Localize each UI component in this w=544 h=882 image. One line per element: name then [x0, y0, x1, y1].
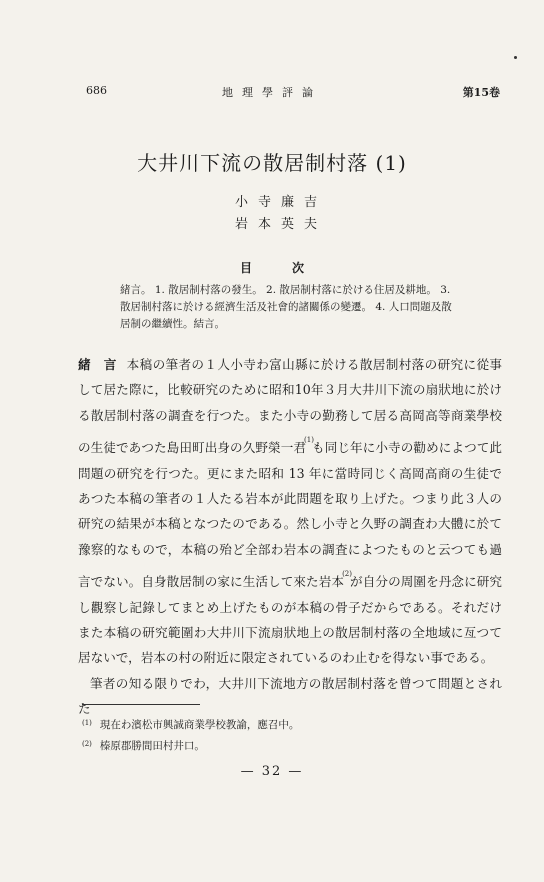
footnote-divider — [82, 704, 200, 705]
footnote-ref: (2) — [342, 570, 352, 579]
paragraph-text: が自分の周圍を丹念に研究し觀察し記錄してまとめ上げたものが本稿の骨子だからである。それだけまた本稿の研究範圍わ大井川下流扇狀地上の散居制村落の全地域に亙つて居ないで，岩本の村の附近に限定されているのわ止むを得ない事である。 — [78, 574, 503, 666]
author-list — [0, 192, 544, 236]
footnote — [82, 735, 502, 756]
section-heading: 緒 言 — [78, 357, 121, 372]
toc-heading: 目次 — [239, 261, 344, 275]
paragraph-text: 本稿の筆者の１人小寺わ富山縣に於ける散居制村落の研究に從事して居た際に，比較研究のために昭和10年３月大井川下流の扇狀地に於ける散居制村落の調査を行つた。また小寺の勤務して居る高岡高等商業學校の生徒であつた島田町出身の久野榮一君 — [78, 357, 502, 456]
article-title: 大井川下流の散居制村落 (1) — [137, 151, 407, 175]
article-body — [78, 352, 502, 722]
footnote-marker: (2) — [82, 740, 92, 748]
footnote-marker: (1) — [82, 719, 92, 727]
journal-name: 地理學評論 — [222, 86, 322, 99]
paragraph-text: も同じ年に小寺の勸めによつて此問題の研究を行つた。更にまた昭和 13 年に當時同じく高岡高商の生徒であつた本稿の筆者の１人たる岩本が此問題を取り上げた。つまり此３人の研究の結果が本稿となつたのである。然し小寺と久野の調査わ大體に於て豫察的なもので，本稿の殆ど全部わ岩本の調査によつたものと云つても過言でない。自身散居制の家に生活して來た岩本 — [78, 440, 503, 590]
footnote-text: 榛原郡勝間田村井口。 — [99, 740, 205, 752]
author-name: 岩本英夫 — [234, 217, 327, 232]
author-name: 小寺廉吉 — [234, 195, 327, 210]
paragraph: 筆者の知る限りでわ，大井川下流地方の散居制村落を曾つて問題とされた — [78, 675, 502, 717]
folio: — 32 — — [240, 764, 304, 779]
paragraph — [78, 352, 502, 671]
footnotes — [82, 714, 502, 756]
footnote — [82, 714, 502, 735]
volume-label: 第15卷 — [462, 86, 500, 99]
footnote-text: 現在わ濱松市興誠商業學校教諭，應召中。 — [99, 719, 300, 731]
footnote-ref: (1) — [304, 436, 314, 445]
running-header — [0, 84, 544, 104]
toc-body: 緒言。 1. 散居制村落の發生。 2. 散居制村落に於ける住居及耕地。 3. 散居制村落に於ける經濟生活及社會的諸關係の變遷。 4. 人口問題及散居制の繼續性。結言。 — [120, 284, 452, 330]
page-number: 686 — [86, 84, 107, 97]
print-speck — [514, 56, 517, 59]
